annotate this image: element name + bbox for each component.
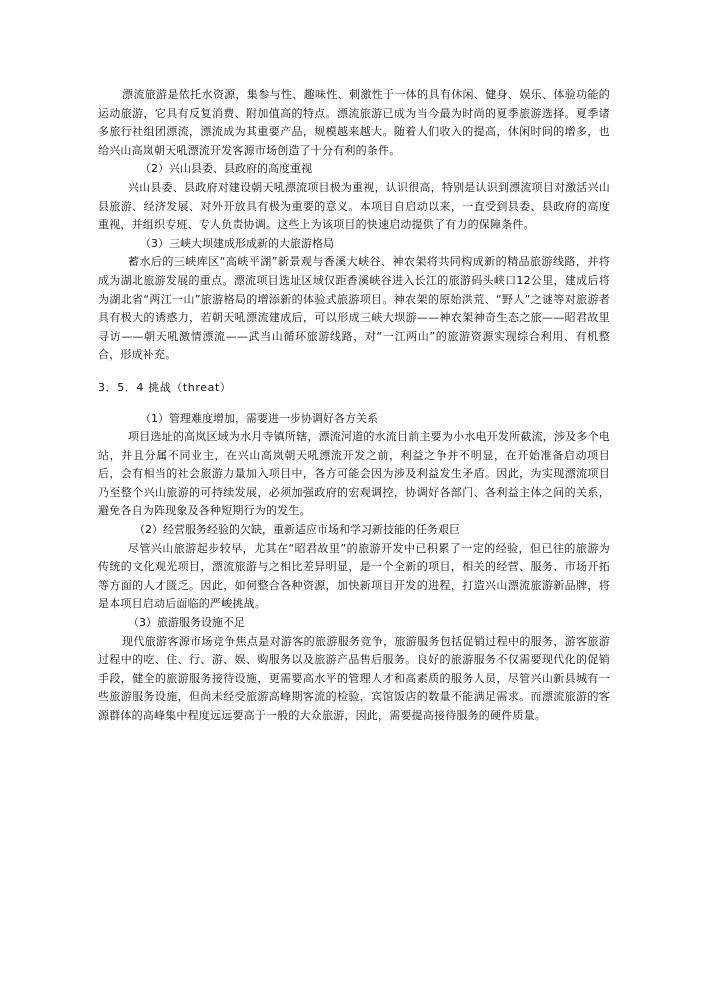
heading-three-gorges: （3）三峡大坝建成形成新的大旅游格局 xyxy=(140,236,334,250)
heading-facilities: （3）旅游服务设施不足 xyxy=(128,616,245,630)
heading-county-support: （2）兴山县委、县政府的高度重视 xyxy=(140,162,312,176)
heading-experience: （2）经营服务经验的欠缺，重新适应市场和学习新技能的任务艰巨 xyxy=(134,523,460,537)
paragraph-management: 项目选址的高岚区域为水月寺镇所辖，漂流河道的水流目前主要为小水电开发所截流，涉及多个电站，并且分属不同业主，在兴山高岚朝天吼漂流开发之前，利益之争并不明显，在开始准备启动项目后，会有相当的社会旅游力量加入项目中，各方可能会因为涉及利益发生矛盾。因此，为实现漂流项目乃至整个兴山旅游的可持续发展，必须加强政府的宏观调控，协调好各部门、各利益主体之间的关系，避免各自为阵现象及各种短期行为的发生。 xyxy=(98,430,610,518)
paragraph-rafting-intro: 漂流旅游是依托水资源，集参与性、趣味性、刺激性于一体的具有休闲、健身、娱乐、体验功能的运动旅游，它具有反复消费、附加值高的特点。漂流旅游已成为当今最为时尚的夏季旅游选择。夏季诸多旅行社组团漂流，漂流成为其重要产品，规模越来越大。随着人们收入的提高，休闲时间的增多，也给兴山高岚朝天吼漂流开发客源市场创造了十分有利的条件。 xyxy=(98,88,610,157)
page-content xyxy=(98,86,610,726)
section-heading-threat: 3．5．4 挑战（threat） xyxy=(98,380,232,394)
paragraph-facilities: 现代旅游客源市场竞争焦点是对游客的旅游服务竞争，旅游服务包括促销过程中的服务，游客旅游过程中的吃、住、行、游、娱、购服务以及旅游产品售后服务。良好的旅游服务不仅需要现代化的促销手段，健全的旅游服务接待设施，更需要高水平的管理人才和高素质的服务人员，尽管兴山新县城有一些旅游服务设施，但尚未经受旅游高峰期客流的检验，宾馆饭店的数量不能满足需求。而漂流旅游的客源群体的高峰集中程度远远要高于一般的大众旅游，因此，需要提高接待服务的硬件质量。 xyxy=(98,634,610,722)
paragraph-county-support: 兴山县委、县政府对建设朝天吼漂流项目极为重视，认识很高，特别是认识到漂流项目对激活兴山县旅游、经济发展、对外开放具有极为重要的意义。本项目自启动以来，一直受到县委、县政府的高度重视，并组织专班、专人负责协调。这些上为该项目的快速启动提供了有力的保障条件。 xyxy=(98,180,610,232)
paragraph-experience: 尽管兴山旅游起步较早，尤其在“昭君故里”的旅游开发中已积累了一定的经验，但已往的旅游为传统的文化观光项目，漂流旅游与之相比差异明显，是一个全新的项目，相关的经营、服务、市场开拓等方面的人才匮乏。因此，如何整合各种资源，加快新项目开发的进程，打造兴山漂流旅游新品牌，将是本项目启动后面临的严峻挑战。 xyxy=(98,541,610,611)
paragraph-three-gorges: 蓄水后的三峡库区“高峡平湖”新景观与香溪大峡谷、神农架将共同构成新的精品旅游线路，并将成为湖北旅游发展的重点。漂流项目选址区域仅距香溪峡谷进入长江的旅游码头峡口12公里，建成后将为湖北省“两江一山”旅游格局的增添新的体验式旅游项目。神农架的原始洪荒、“野人”之谜等对旅游者具有极大的诱惑力，若朝天吼漂流建成后，可以形成三峡大坝游——神农架神奇生态之旅——昭君故里寻访——朝天吼激情漂流——武当山循环旅游线路，对“一江两山”的旅游资源实现综合利用、有机整合，形成补充。 xyxy=(98,255,610,362)
heading-management: （1）管理难度增加，需要进一步协调好各方关系 xyxy=(140,411,378,425)
